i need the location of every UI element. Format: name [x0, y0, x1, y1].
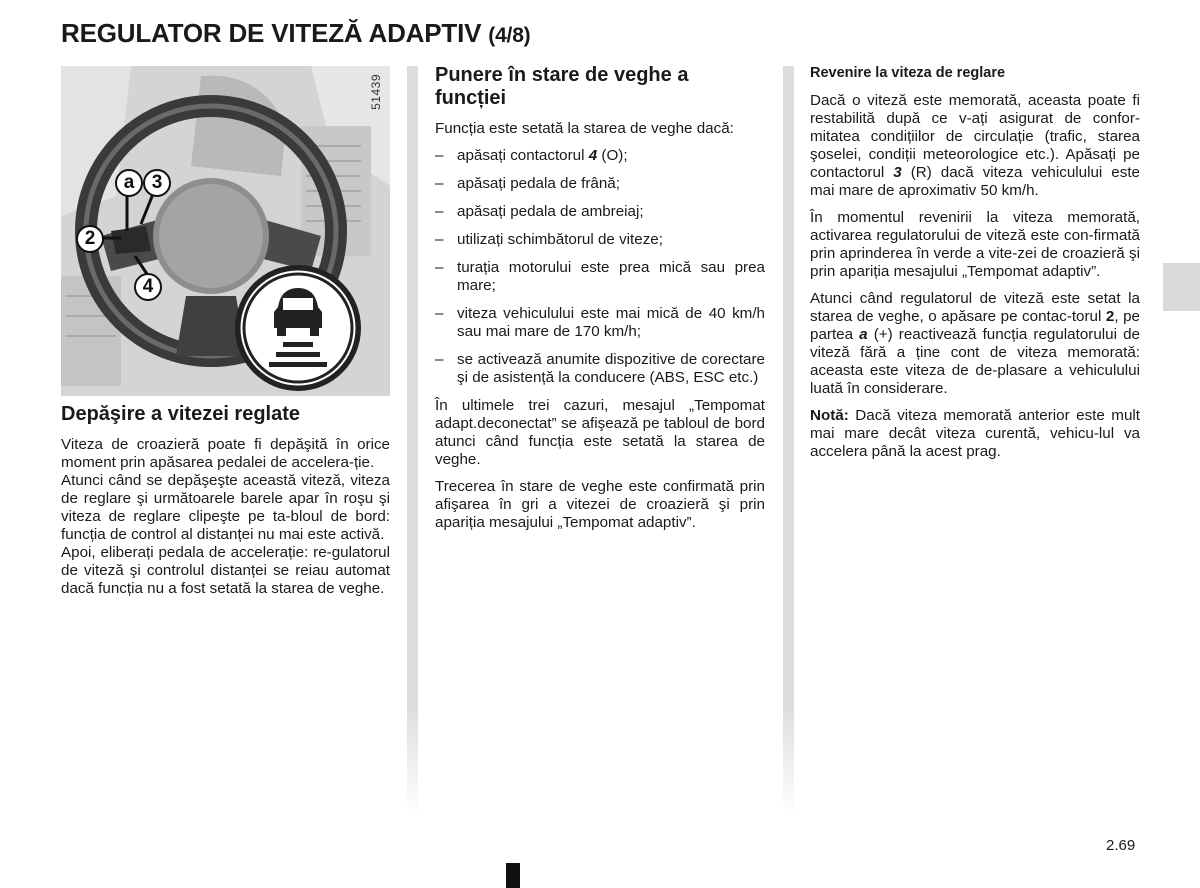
note-text: Dacă viteza memorată anterior este mult mai mare decât viteza curentă, vehicu-lul va accelera până la acest prag. [810, 407, 1140, 460]
paragraph: Viteza de croazieră poate fi depăşită în orice moment prin apăsarea pedalei de accelera-ție. [61, 436, 390, 471]
list-item-text: apăsați contactorul [457, 147, 589, 164]
right-column [810, 64, 1140, 470]
section-heading-overspeed: Depăşire a vitezei reglate [61, 403, 301, 425]
section-heading-standby: Punere în stare de veghe a funcției [435, 64, 689, 109]
callout-a: a [115, 169, 143, 197]
paragraph: Apoi, eliberați pedala de accelerație: re-gulatorul de viteză şi controlul distanței se reiau automat dacă funcția nu a fost setată la starea de veghe. [61, 544, 390, 597]
switch-ref-2: 2 [1105, 308, 1115, 325]
title-part-indicator: (4/8) [488, 24, 531, 47]
left-column [61, 403, 390, 598]
paragraph [810, 290, 1140, 398]
switch-ref-a: a [859, 326, 868, 343]
switch-ref-3: 3 [893, 164, 902, 181]
text-run: (R) dacă viteza vehiculului este mai mare de aproximativ 50 km/h. [810, 164, 1140, 199]
text-run: Atunci când regulatorul de viteză este setat la starea de veghe, o apăsare pe contac-torul [810, 290, 1140, 325]
page-title [61, 18, 530, 49]
paragraph: În ultimele trei cazuri, mesajul „Tempomat adapt.deconectat” se afişează pe tabloul de bord atunci când funcția este setată la starea de veghe. [435, 397, 765, 468]
paragraph: În momentul revenirii la viteza memorată, activarea regulatorului de viteză este con-firmată prin aprinderea în verde a vite-zei de croazieră şi prin apariția mesajului „Tempomat adaptiv”. [810, 209, 1140, 280]
callout-4: 4 [134, 273, 162, 301]
middle-column [435, 64, 765, 541]
paragraph [810, 92, 1140, 200]
list-item: – se activează anumite dispozitive de corectare şi de asistență la conducere (ABS, ESC etc.) [435, 351, 765, 387]
paragraph: Atunci când se depăşeşte această viteză, viteza de reglare şi următoarele barele apar în roşu şi viteza de reglare clipeşte pe ta-bloul de bord: funcția de control al distanței nu mai este activă. [61, 472, 390, 543]
steering-wheel-drawing [61, 66, 390, 396]
steering-wheel-illustration [61, 66, 390, 396]
list-item-text: (O); [597, 147, 628, 164]
figure-code: 51439 [369, 74, 383, 110]
standby-conditions-list [435, 147, 765, 387]
paragraph: Funcția este setată la starea de veghe dacă: [435, 120, 734, 137]
note-paragraph [810, 407, 1140, 461]
section-heading-resume: Revenire la viteza de reglare [810, 65, 1006, 81]
text-run: , pe partea [810, 308, 1140, 343]
list-item: – apăsați pedala de ambreiaj; [435, 203, 765, 221]
callout-3: 3 [143, 169, 171, 197]
switch-ref-4: 4 [588, 147, 598, 164]
title-text: REGULATOR DE VITEZĂ ADAPTIV [61, 18, 482, 48]
callout-2: 2 [76, 225, 104, 253]
list-item: – utilizați schimbătorul de viteze; [435, 231, 765, 249]
note-label: Notă: [810, 407, 849, 424]
text-run: Dacă o viteză este memorată, aceasta poate fi restabilită după ce v-ați asigurat de confor-mitatea condițiilor de circulație (trafic, starea şoselei, condiții meteorologice etc.). Apăsați pe contactorul [810, 92, 1140, 181]
list-item [435, 147, 765, 165]
page-number: 2.69 [1106, 837, 1136, 854]
print-marker [506, 863, 520, 888]
paragraph: Trecerea în stare de veghe este confirmată prin afişarea în gri a vitezei de croazieră şi prin apariția mesajului „Tempomat adaptiv”. [435, 478, 765, 531]
column-divider-right [783, 66, 794, 816]
list-item: – apăsați pedala de frână; [435, 175, 765, 193]
column-divider-left [407, 66, 418, 816]
list-item: – viteza vehiculului este mai mică de 40 km/h sau mai mare de 170 km/h; [435, 305, 765, 341]
list-item: – turația motorului este prea mică sau prea mare; [435, 259, 765, 295]
section-thumb-tab [1163, 263, 1200, 311]
text-run: (+) reactivează funcția regulatorului de viteză fără a ține cont de viteza memorată: aceasta este viteza de de-plasare a vehiculului luată în considerare. [810, 326, 1140, 397]
